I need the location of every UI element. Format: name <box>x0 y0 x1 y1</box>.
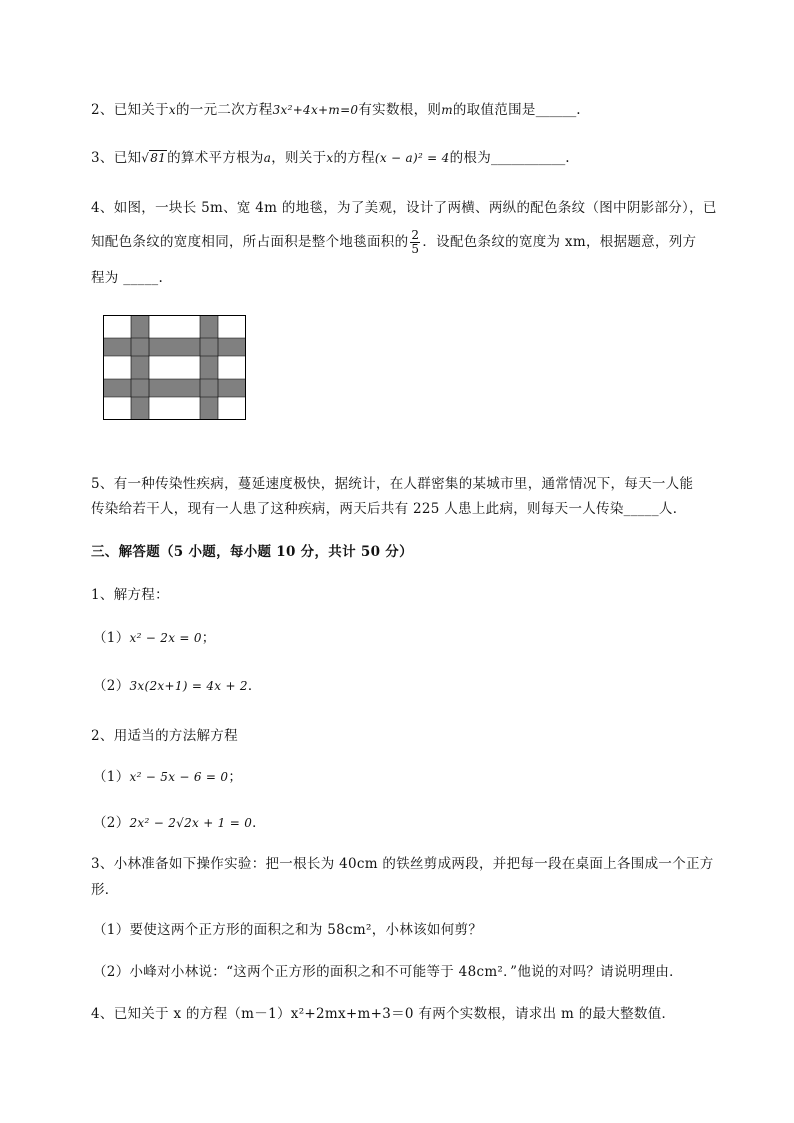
solve-2-part-2-radical: √2 <box>176 816 193 830</box>
question-4-line-3: 程为 _____. <box>91 270 164 286</box>
q2-var-x: x <box>168 103 176 117</box>
solve-1-part-1-label: （1） <box>93 630 130 646</box>
q3-text-a: 3、已知 <box>91 150 142 166</box>
solve-2-title: 2、用适当的方法解方程 <box>91 728 238 744</box>
solve-1-title: 1、解方程： <box>91 587 169 603</box>
q4-fraction-denominator: 5 <box>411 242 420 256</box>
solve-1-part-1-end: ； <box>201 630 216 646</box>
q3-var-x: x <box>326 151 334 165</box>
question-4-line-1: 4、如图，一块长 5m、宽 4m 的地毯，为了美观，设计了两横、两纵的配色条纹（图中阴影部分），已 <box>91 200 717 216</box>
q3-answer-blank: ___________ <box>491 150 566 166</box>
q2-answer-blank: ______ <box>535 102 577 118</box>
solve-3-line-1: 3、小林准备如下操作实验：把一根长为 40cm 的铁丝剪成两段，并把每一段在桌面上各围成一个正方 <box>91 856 714 872</box>
solve-2-part-2 <box>93 813 266 833</box>
solve-2-part-1-label: （1） <box>93 769 130 785</box>
solve-1-part-2-end: ． <box>247 678 262 694</box>
solve-3-part-2: （2）小峰对小林说：“这两个正方形的面积之和不可能等于 48cm²．”他说的对吗？请说明理由． <box>93 964 683 980</box>
q4-text-a: 知配色条纹的宽度相同，所占面积是整个地毯面积的 <box>91 234 409 250</box>
vertical-stripe-1 <box>131 316 149 420</box>
q4-fraction-numerator: 2 <box>411 228 420 242</box>
q3-text-b: 的算术平方根为 <box>167 150 264 166</box>
solve-1-part-2 <box>93 676 262 696</box>
solve-2-part-1-end: ； <box>228 769 243 785</box>
q2-text-c: 的一元二次方程 <box>175 102 273 118</box>
section-3-title: 三、解答题（5 小题，每小题 10 分，共计 50 分） <box>91 544 413 560</box>
q3-text-g: 的根为 <box>449 150 491 166</box>
solve-3-line-2: 形． <box>91 882 119 898</box>
q4-text-b: ．设配色条纹的宽度为 xm，根据题意，列方 <box>422 234 697 250</box>
solve-1-part-2-label: （2） <box>93 678 130 694</box>
vertical-stripe-2 <box>200 316 218 420</box>
carpet-outline <box>104 316 246 420</box>
solve-2-part-2-label: （2） <box>93 815 130 831</box>
q2-end: . <box>576 102 581 118</box>
q2-text-f: 的取值范围是 <box>452 102 536 118</box>
question-4-line-2 <box>91 229 696 256</box>
q2-text-a: 2、已知关于 <box>91 102 169 118</box>
solve-2-part-2-equation-a: 2x² − 2 <box>129 816 177 830</box>
solve-2-part-1-equation: x² − 5x − 6 = 0 <box>129 770 229 784</box>
q2-text-d: 有实数根，则 <box>358 102 442 118</box>
q3-end: . <box>565 150 570 166</box>
q2-equation: 3x²+4x+m=0 <box>272 103 359 117</box>
question-2 <box>91 100 581 120</box>
q3-var-a: a <box>263 151 272 165</box>
q3-text-d: ，则关于 <box>271 150 327 166</box>
q3-equation: (x − a)² = 4 <box>374 151 450 165</box>
q3-radical-sign: √ <box>141 151 150 165</box>
solve-3-part-1: （1）要使这两个正方形的面积之和为 58cm²，小林该如何剪？ <box>93 922 483 938</box>
q2-var-m: m <box>441 103 453 117</box>
q3-radicand: 81 <box>150 151 167 165</box>
q4-fraction <box>410 229 420 256</box>
solve-2-part-2-end: ． <box>252 815 266 831</box>
solve-2-part-1 <box>93 767 242 787</box>
solve-4-line-1: 4、已知关于 x 的方程（m－1）x²+2mx+m+3＝0 有两个实数根，请求出 m 的最大整数值． <box>91 1006 676 1022</box>
horizontal-stripe-2 <box>104 379 246 397</box>
horizontal-stripe-1 <box>104 338 246 356</box>
question-3 <box>91 148 570 168</box>
solve-1-part-2-equation: 3x(2x+1) = 4x + 2 <box>129 679 248 693</box>
carpet-figure <box>103 315 247 421</box>
q3-text-f: 的方程 <box>333 150 375 166</box>
solve-1-part-1 <box>93 628 216 648</box>
question-5-line-1: 5、有一种传染性疾病，蔓延速度极快，据统计，在人群密集的某城市里，通常情况下，每天一人能 <box>91 476 694 492</box>
solve-2-part-2-equation-b: x + 1 = 0 <box>192 816 253 830</box>
question-5-line-2: 传染给若干人，现有一人患了这种疾病，两天后共有 225 人患上此病，则每天一人传染_____人． <box>91 501 687 517</box>
solve-1-part-1-equation: x² − 2x = 0 <box>129 631 202 645</box>
